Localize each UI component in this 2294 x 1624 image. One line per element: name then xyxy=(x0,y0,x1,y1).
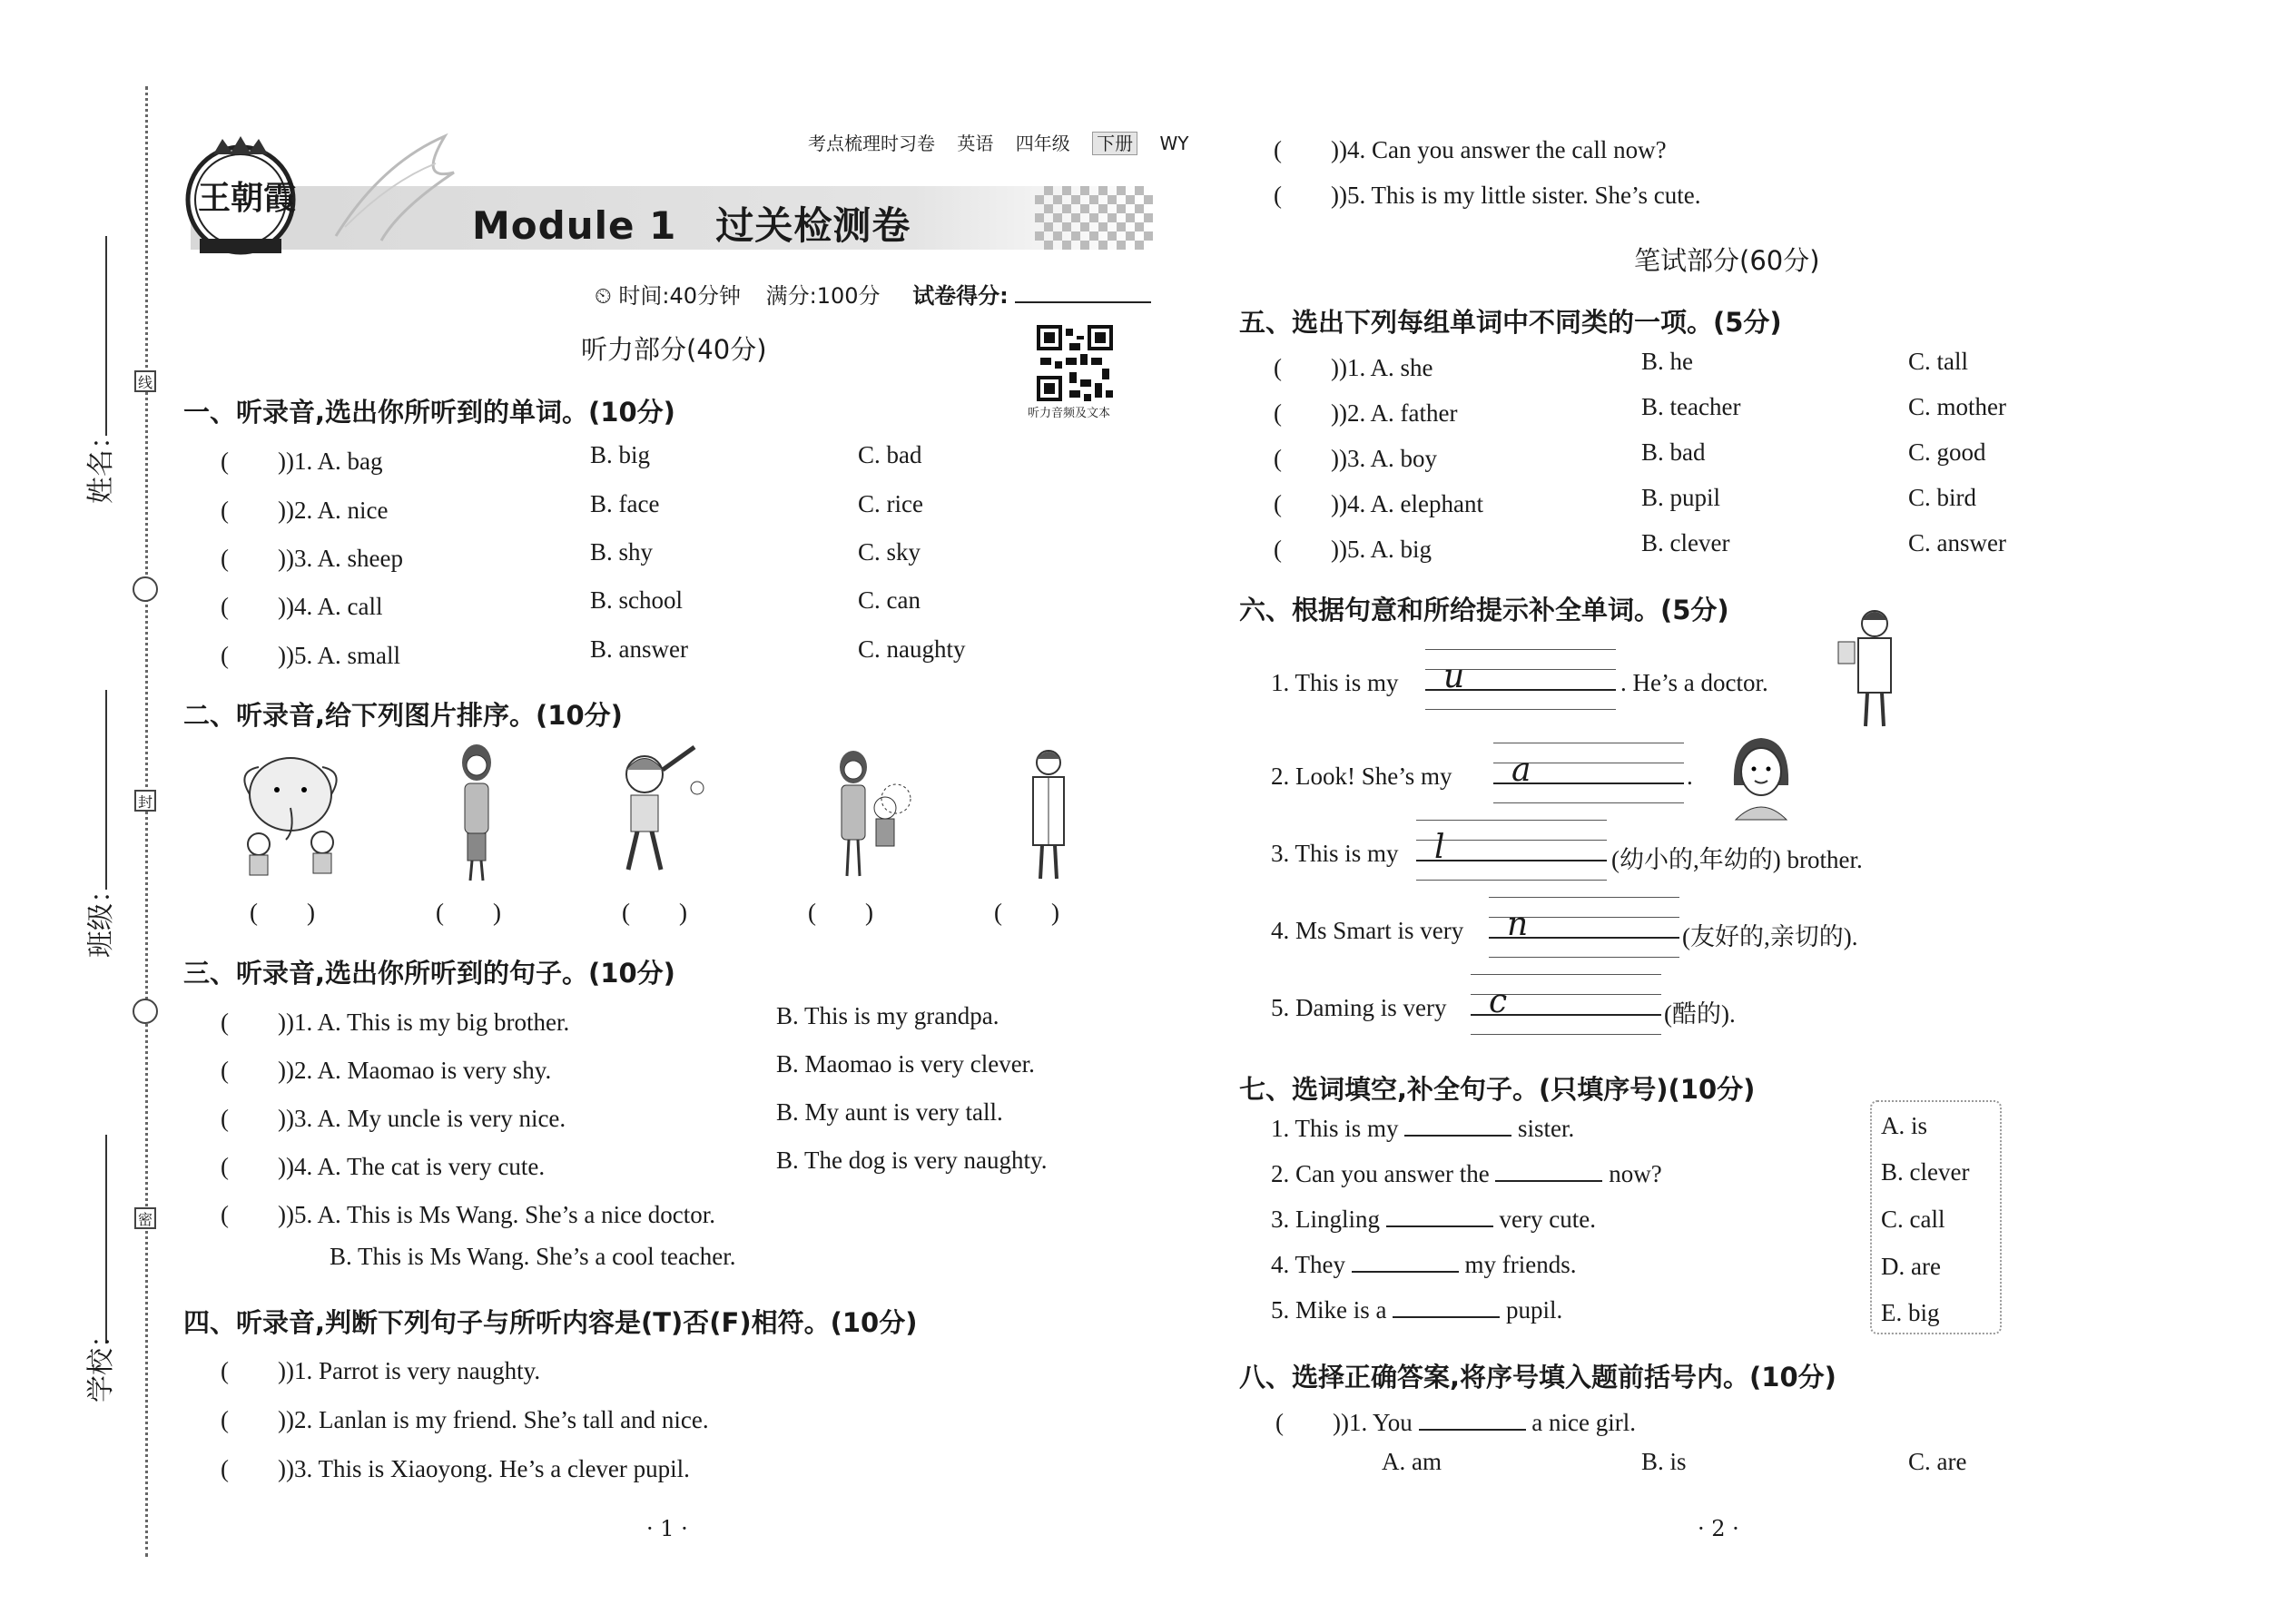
series-name: 考点梳理时习卷 xyxy=(808,133,935,154)
s6-sentence-pre: 1. This is my xyxy=(1271,669,1399,696)
picture-doctor-clipboard xyxy=(1829,604,1911,735)
s7-blank[interactable] xyxy=(1386,1225,1493,1227)
class-underline xyxy=(105,690,107,890)
option-b: B. Maomao is very clever. xyxy=(776,1050,1035,1078)
s7-item xyxy=(1271,1296,1562,1324)
s7-title: 七、选词填空,补全句子。(只填序号)(10分) xyxy=(1239,1074,1756,1105)
s3-item xyxy=(221,1147,545,1182)
binding-mark-inner: 密 xyxy=(134,1207,156,1229)
word-bank-option: C. call xyxy=(1881,1206,1945,1233)
option-a: )2. A. nice xyxy=(285,497,389,524)
hint-letter: c xyxy=(1489,983,1508,1020)
s5-title: 五、选出下列每组单词中不同类的一项。(5分) xyxy=(1239,307,1782,338)
answer-paren[interactable]: ( ) xyxy=(1274,445,1339,472)
option-c: C. naughty xyxy=(858,635,966,663)
grade: 四年级 xyxy=(1015,133,1070,154)
s7-item xyxy=(1271,1115,1574,1143)
option-c: C. good xyxy=(1908,438,1986,466)
name-underline xyxy=(105,236,107,436)
s7-post: very cute. xyxy=(1499,1206,1596,1233)
option-b: B. teacher xyxy=(1641,393,1741,420)
s7-pre: 1. This is my xyxy=(1271,1115,1399,1142)
option-a: )2. A. Maomao is very shy. xyxy=(285,1057,552,1084)
answer-paren[interactable]: ( ) xyxy=(221,1105,286,1132)
answer-paren[interactable]: ( ) xyxy=(1274,182,1339,209)
option-b: B. school xyxy=(590,586,684,614)
picture-doctor xyxy=(1017,743,1080,888)
page-title: Module 1 过关检测卷 xyxy=(472,203,911,248)
answer-paren[interactable]: ( ) xyxy=(221,1009,286,1036)
picture-girl-face xyxy=(1725,731,1797,822)
hint-letter: u xyxy=(1443,658,1465,695)
s7-pre: 5. Mike is a xyxy=(1271,1296,1387,1324)
answer-paren[interactable]: ( ) xyxy=(1274,136,1339,163)
header-meta xyxy=(808,129,1205,155)
answer-paren[interactable]: ( ) xyxy=(221,545,286,572)
answer-paren[interactable]: ( ) xyxy=(221,448,286,475)
option-b: B. The dog is very naughty. xyxy=(776,1147,1048,1174)
option-c: C. mother xyxy=(1908,393,2006,420)
answer-paren[interactable]: ( ) xyxy=(221,642,286,669)
class-label: 班级： xyxy=(85,876,117,958)
s3-title: 三、听录音,选出你所听到的句子。(10分) xyxy=(183,958,675,989)
option-c: C. sky xyxy=(858,538,921,566)
option-a: )4. A. call xyxy=(285,593,383,620)
s3-item xyxy=(221,1050,551,1086)
s2-order-blank[interactable]: ( ) xyxy=(436,899,501,926)
option-b: B. big xyxy=(590,441,651,468)
full-score: 满分:100分 xyxy=(765,283,881,309)
picture-woman xyxy=(445,740,508,885)
s6-sentence-post: (幼小的,年幼的) brother. xyxy=(1611,846,1863,873)
s4-item xyxy=(221,1351,540,1386)
answer-paren[interactable]: ( ) xyxy=(1275,1409,1341,1436)
s8-q1-option-b: B. is xyxy=(1641,1448,1687,1475)
picture-baseball-boy xyxy=(599,743,708,879)
option-b: B. pupil xyxy=(1641,484,1721,511)
answer-paren[interactable]: ( ) xyxy=(221,1201,286,1228)
option-a: )5. A. small xyxy=(285,642,400,669)
s4-statement: )3. This is Xiaoyong. He’s a clever pupil. xyxy=(285,1455,690,1482)
option-c: C. rice xyxy=(858,490,923,517)
s7-blank[interactable] xyxy=(1495,1180,1602,1182)
s2-order-blank[interactable]: ( ) xyxy=(994,899,1059,926)
s5-item xyxy=(1274,484,1483,519)
school-label: 学校： xyxy=(85,1321,117,1403)
s5-item xyxy=(1274,393,1457,428)
s3-item xyxy=(221,1195,715,1230)
s4-item xyxy=(1274,175,1700,211)
option-a: )1. A. bag xyxy=(285,448,383,475)
option-b: B. answer xyxy=(590,635,688,663)
page-number-right: · 2 · xyxy=(1698,1516,1739,1541)
answer-paren[interactable]: ( ) xyxy=(1274,354,1339,381)
s7-pre: 4. They xyxy=(1271,1251,1345,1278)
option-b: B. This is my grandpa. xyxy=(776,1002,999,1029)
option-b: B. bad xyxy=(1641,438,1706,466)
s4-item xyxy=(221,1449,690,1484)
option-a: )3. A. My uncle is very nice. xyxy=(285,1105,566,1132)
s7-pre: 2. Can you answer the xyxy=(1271,1160,1490,1187)
option-a: )2. A. father xyxy=(1338,399,1458,427)
qr-code-icon[interactable] xyxy=(1037,325,1113,401)
s6-sentence-post: (酷的). xyxy=(1664,1000,1736,1028)
s6-sentence-pre: 5. Daming is very xyxy=(1271,994,1447,1021)
option-a: )5. A. big xyxy=(1338,536,1432,563)
word-bank-option: A. is xyxy=(1881,1112,1928,1139)
picture-elephant-children xyxy=(231,744,350,881)
s7-pre: 3. Lingling xyxy=(1271,1206,1380,1233)
s5-item xyxy=(1274,348,1433,383)
s8-title: 八、选择正确答案,将序号填入题前括号内。(10分) xyxy=(1239,1362,1836,1393)
s1-item xyxy=(221,586,382,622)
answer-paren[interactable]: ( ) xyxy=(221,497,286,524)
option-a: )4. A. elephant xyxy=(1338,490,1483,517)
s5-item xyxy=(1274,438,1437,474)
s1-item xyxy=(221,441,382,477)
option-c: C. can xyxy=(858,586,921,614)
s1-item xyxy=(221,635,400,671)
s2-order-blank[interactable]: ( ) xyxy=(250,899,315,926)
option-a: )1. A. This is my big brother. xyxy=(285,1009,570,1036)
option-b: B. face xyxy=(590,490,660,517)
exam-info xyxy=(595,278,1151,310)
word-bank-option: E. big xyxy=(1881,1299,1940,1326)
option-c: C. answer xyxy=(1908,529,2006,556)
s7-item xyxy=(1271,1160,1662,1188)
subject: 英语 xyxy=(957,133,994,154)
option-c: C. tall xyxy=(1908,348,1968,375)
s6-sentence-post: (友好的,亲切的). xyxy=(1682,923,1858,950)
option-b: B. he xyxy=(1641,348,1693,375)
answer-paren[interactable]: ( ) xyxy=(221,1153,286,1180)
clock-icon: ⏲ xyxy=(595,283,612,309)
answer-paren[interactable]: ( ) xyxy=(221,1406,286,1433)
answer-paren[interactable]: ( ) xyxy=(221,593,286,620)
hint-letter: n xyxy=(1507,906,1529,943)
s7-blank[interactable] xyxy=(1352,1271,1459,1273)
s7-item xyxy=(1271,1251,1576,1279)
answer-paren[interactable]: ( ) xyxy=(1274,399,1339,427)
s7-post: my friends. xyxy=(1464,1251,1577,1278)
s1-item xyxy=(221,538,403,574)
hint-letter: a xyxy=(1511,752,1531,789)
hint-letter: l xyxy=(1434,829,1445,866)
name-label: 姓名： xyxy=(85,422,117,504)
option-c: C. bird xyxy=(1908,484,1977,511)
edition: WY xyxy=(1159,133,1189,154)
option-c: C. bad xyxy=(858,441,922,468)
s8-q1-blank[interactable] xyxy=(1419,1429,1526,1431)
s1-item xyxy=(221,490,388,526)
s6-title: 六、根据句意和所给提示补全单词。(5分) xyxy=(1239,595,1729,625)
s8-q1 xyxy=(1275,1403,1636,1438)
s4-statement: )5. This is my little sister. She’s cute. xyxy=(1338,182,1701,209)
listening-section-title: 听力部分(40分) xyxy=(581,334,767,365)
answer-paren[interactable]: ( ) xyxy=(221,1357,286,1384)
binding-dashed-line xyxy=(145,86,148,1557)
s2-order-blank[interactable]: ( ) xyxy=(808,899,873,926)
s3-item xyxy=(221,1098,566,1134)
s7-post: sister. xyxy=(1518,1115,1575,1142)
answer-paren[interactable]: ( ) xyxy=(221,1057,286,1084)
s4-statement: )4. Can you answer the call now? xyxy=(1338,136,1667,163)
option-a: )3. A. sheep xyxy=(285,545,403,572)
checker-pattern xyxy=(1035,186,1153,250)
s8-q1-post: a nice girl. xyxy=(1531,1409,1636,1436)
time-limit: 时间:40分钟 xyxy=(618,283,741,309)
option-a: )4. A. The cat is very cute. xyxy=(285,1153,546,1180)
answer-paren[interactable]: ( ) xyxy=(1274,490,1339,517)
s8-q1-option-a: A. am xyxy=(1382,1448,1442,1475)
ribbon-decoration-icon xyxy=(327,127,463,245)
option-b: B. This is Ms Wang. She’s a cool teacher. xyxy=(330,1243,736,1270)
volume: 下册 xyxy=(1092,132,1137,155)
option-b: B. My aunt is very tall. xyxy=(776,1098,1003,1126)
s6-sentence-pre: 4. Ms Smart is very xyxy=(1271,917,1464,944)
s6-sentence-post: . xyxy=(1687,763,1693,790)
qr-caption: 听力音频及文本 xyxy=(1028,407,1111,420)
s4-statement: )2. Lanlan is my friend. She’s tall and nice. xyxy=(285,1406,709,1433)
option-b: B. shy xyxy=(590,538,654,566)
s2-order-blank[interactable]: ( ) xyxy=(622,899,687,926)
word-bank-option: B. clever xyxy=(1881,1158,1970,1186)
binding-mark-line: 线 xyxy=(134,370,156,392)
s1-title: 一、听录音,选出你所听到的单词。(10分) xyxy=(183,397,675,428)
s2-title: 二、听录音,给下列图片排序。(10分) xyxy=(183,700,623,731)
answer-paren[interactable]: ( ) xyxy=(1274,536,1339,563)
s7-post: now? xyxy=(1609,1160,1662,1187)
score-field[interactable] xyxy=(1015,301,1151,303)
s6-sentence-post: . He’s a doctor. xyxy=(1620,669,1768,696)
s7-post: pupil. xyxy=(1506,1296,1563,1324)
s7-blank[interactable] xyxy=(1393,1316,1500,1318)
writing-section-title: 笔试部分(60分) xyxy=(1634,245,1820,276)
option-b: B. clever xyxy=(1641,529,1730,556)
s8-q1-option-c: C. are xyxy=(1908,1448,1967,1475)
s4-title: 四、听录音,判断下列句子与所听内容是(T)否(F)相符。(10分) xyxy=(183,1307,918,1338)
binding-mark-seal: 封 xyxy=(134,790,156,812)
school-underline xyxy=(105,1135,107,1343)
s4-item xyxy=(221,1400,709,1435)
s8-q1-pre: )1. You xyxy=(1340,1409,1413,1436)
s3-item xyxy=(221,1002,569,1038)
brand-logo-text: 王朝霞 xyxy=(198,179,297,217)
s4-statement: )1. Parrot is very naughty. xyxy=(285,1357,541,1384)
word-bank-option: D. are xyxy=(1881,1253,1941,1280)
binding-circle-icon xyxy=(133,999,158,1024)
score-label: 试卷得分: xyxy=(912,283,1009,309)
option-a: )3. A. boy xyxy=(1338,445,1437,472)
option-a: )1. A. she xyxy=(1338,354,1433,381)
picture-mother-child xyxy=(822,744,912,881)
s6-sentence-pre: 3. This is my xyxy=(1271,840,1399,867)
answer-paren[interactable]: ( ) xyxy=(221,1455,286,1482)
page-number-left: · 1 · xyxy=(646,1516,688,1541)
s7-blank[interactable] xyxy=(1404,1135,1511,1137)
s7-item xyxy=(1271,1206,1596,1234)
option-a: )5. A. This is Ms Wang. She’s a nice doctor. xyxy=(285,1201,716,1228)
s5-item xyxy=(1274,529,1432,565)
s6-sentence-pre: 2. Look! She’s my xyxy=(1271,763,1452,790)
s4-item xyxy=(1274,130,1667,165)
binding-circle-icon xyxy=(133,576,158,602)
